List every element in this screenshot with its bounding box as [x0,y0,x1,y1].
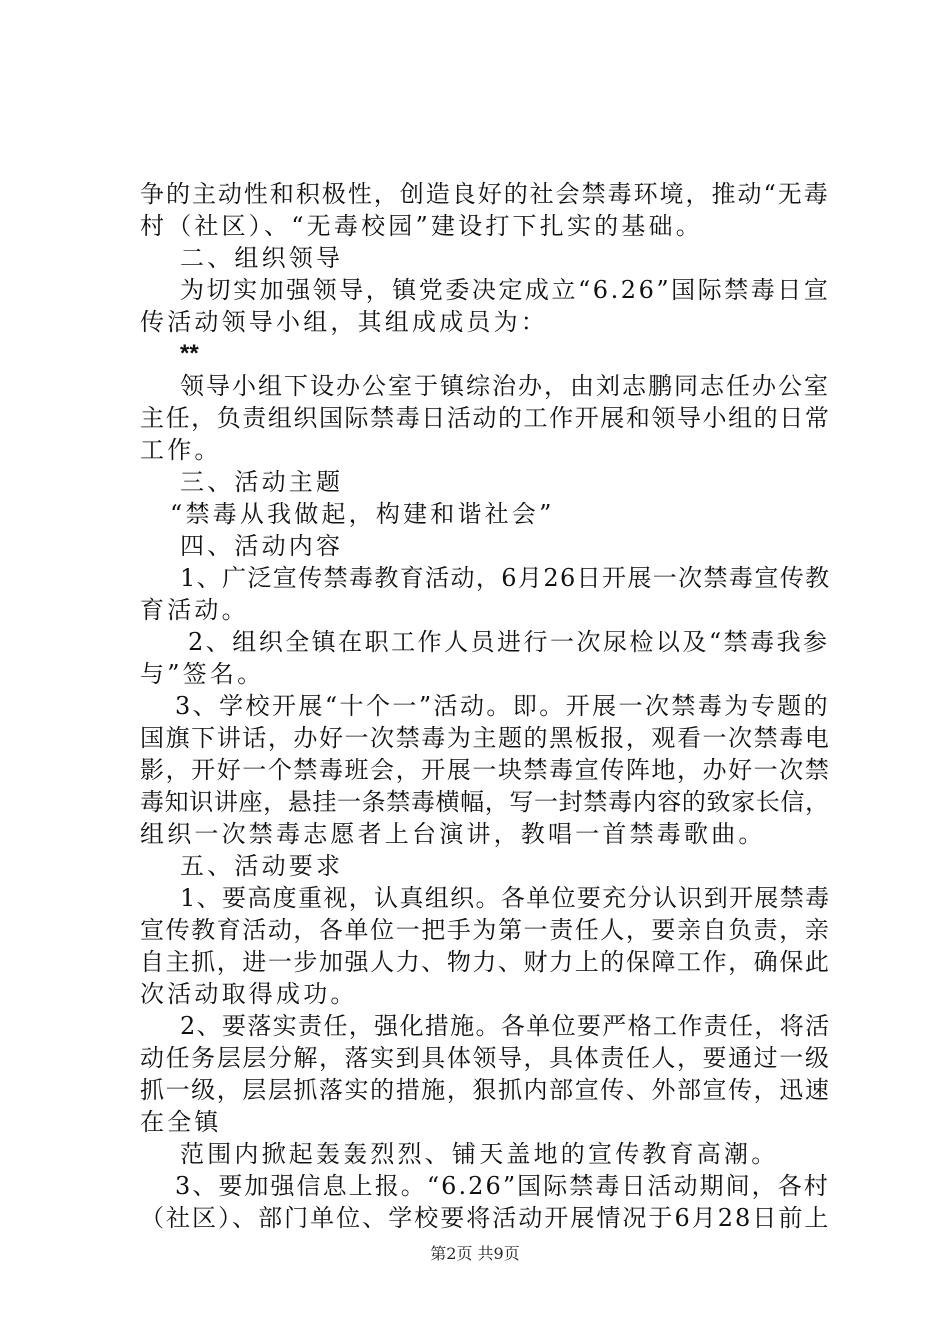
body-line: 工作。 [140,436,222,464]
body-line: 宣传教育活动，各单位一把手为第一责任人，要亲自负责，亲 [140,916,831,944]
body-line: 2、组织全镇在职工作人员进行一次尿检以及“禁毒我参 [188,628,830,656]
section-heading: 五、活动要求 [180,852,344,880]
body-line: 3、学校开展“十个一”活动。即。开展一次禁毒为专题的 [175,692,831,720]
page-number-footer: 第2页 共9页 [430,1244,520,1263]
body-line: 影，开好一个禁毒班会，开展一块禁毒宣传阵地，办好一次禁 [140,756,831,784]
body-line: 与”签名。 [140,660,265,688]
body-line: 国旗下讲话，办好一次禁毒为主题的黑板报，观看一次禁毒电 [140,724,831,752]
body-line: 为切实加强领导，镇党委决定成立“6.26”国际禁毒日宣 [180,276,831,304]
body-line: 育活动。 [140,596,249,624]
body-line: 2、要落实责任，强化措施。各单位要严格工作责任，将活 [180,1012,831,1040]
section-heading: 三、活动主题 [180,468,344,496]
body-line: 主任，负责组织国际禁毒日活动的工作开展和领导小组的日常 [140,404,831,432]
redacted-members: ** [180,340,199,367]
body-line: 1、要高度重视，认真组织。各单位要充分认识到开展禁毒 [180,884,831,912]
body-line: 范围内掀起轰轰烈烈、铺天盖地的宣传教育高潮。 [180,1140,779,1168]
section-heading: 四、活动内容 [180,532,344,560]
body-line: 领导小组下设办公室于镇综治办，由刘志鹏同志任办公室 [180,372,830,400]
body-line: 1、广泛宣传禁毒教育活动，6月26日开展一次禁毒宣传教 [180,564,831,592]
body-line: 毒知识讲座，悬挂一条禁毒横幅，写一封禁毒内容的致家长信， [140,788,830,816]
body-line: 在全镇 [140,1108,222,1136]
body-line: 村（社区）、“无毒校园”建设打下扎实的基础。 [140,212,703,240]
body-line: （社区）、部门单位、学校要将活动开展情况于6月28日前上 [140,1204,831,1232]
section-heading: 二、组织领导 [180,244,344,272]
body-line: 动任务层层分解，落实到具体领导，具体责任人，要通过一级 [140,1044,831,1072]
body-line: 抓一级，层层抓落实的措施，狠抓内部宣传、外部宣传，迅速 [140,1076,831,1104]
theme-slogan: “禁毒从我做起，构建和谐社会” [170,500,555,528]
body-line: 组织一次禁毒志愿者上台演讲，教唱一首禁毒歌曲。 [140,820,766,848]
body-line: 次活动取得成功。 [140,980,358,1008]
body-line: 争的主动性和积极性，创造良好的社会禁毒环境，推动“无毒 [140,180,830,208]
body-line: 3、要加强信息上报。“6.26”国际禁毒日活动期间，各村 [175,1172,830,1200]
body-line: 传活动领导小组，其组成成员为： [140,308,548,336]
body-line: 自主抓，进一步加强人力、物力、财力上的保障工作，确保此 [140,948,831,976]
